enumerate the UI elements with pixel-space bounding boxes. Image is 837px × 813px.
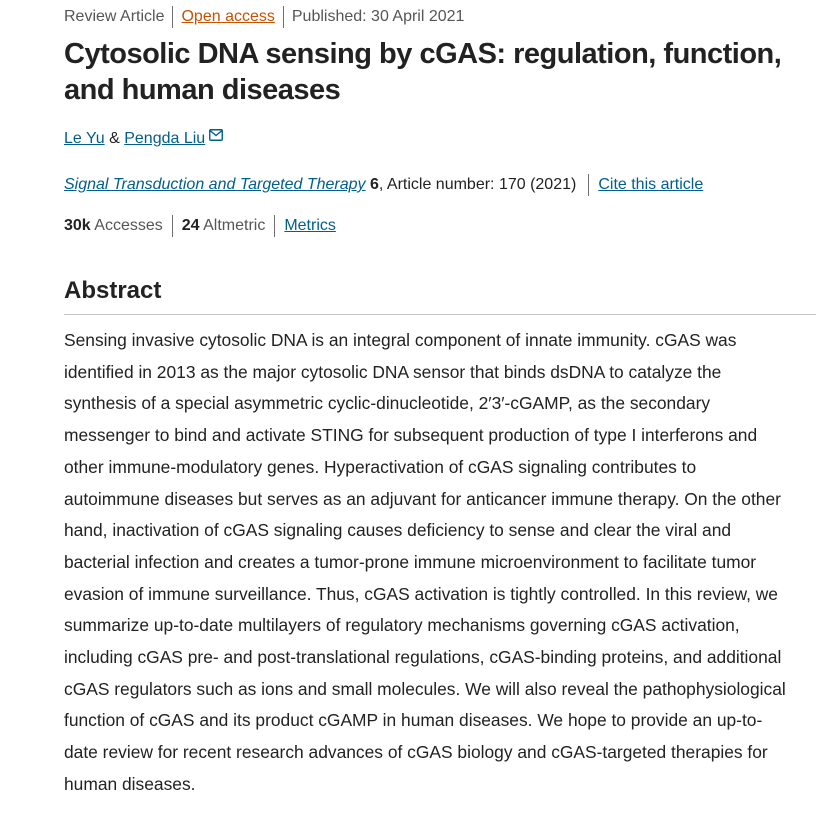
article-title: Cytosolic DNA sensing by cGAS: regulation, function, and human diseases: [64, 38, 782, 106]
published-date: Published: 30 April 2021: [291, 8, 465, 25]
author-link-pengda-liu[interactable]: Pengda Liu: [124, 130, 206, 147]
citation-line: [64, 174, 703, 196]
author-separator: &: [109, 130, 120, 147]
abstract-line: messenger to bind and activate STING for subsequent production of type I interferons and: [64, 425, 758, 446]
metrics-link[interactable]: Metrics: [284, 217, 336, 234]
abstract-line: evasion of immune surveillance. Thus, cGAS activation is tightly controlled. In this review, we: [64, 583, 778, 604]
abstract-line: bacterial infection and creates a tumor-prone immune microenvironment to facilitate tumor: [64, 551, 757, 572]
meta-separator: [283, 6, 284, 28]
abstract-line: synthesis of a special asymmetric cyclic-dinucleotide, 2′3′-cGAMP, as the secondary: [64, 393, 711, 414]
article-number: , Article number: 170 (2021): [378, 176, 577, 193]
accesses-count: 30k: [64, 217, 91, 234]
altmetric-label: Altmetric: [203, 217, 266, 234]
abstract-line: function of cGAS and its product cGAMP in human diseases. We hope to provide an up-to-: [64, 710, 763, 731]
author-link-le-yu[interactable]: Le Yu: [64, 130, 105, 147]
accesses-label: Accesses: [94, 217, 163, 234]
metrics-separator: [172, 215, 173, 237]
mail-icon[interactable]: [209, 129, 223, 141]
citation-separator: [588, 174, 589, 196]
abstract-line: summarize up-to-date multilayers of regulatory mechanisms governing cGAS activation,: [64, 615, 740, 636]
abstract-heading: Abstract: [64, 277, 162, 304]
abstract-line: including cGAS pre- and post-translational regulations, cGAS-binding proteins, and additional: [64, 647, 782, 668]
meta-separator: [172, 6, 173, 28]
abstract-line: Sensing invasive cytosolic DNA is an integral component of innate immunity. cGAS was: [64, 330, 737, 350]
abstract-line: cGAS regulators such as ions and small molecules. We will also reveal the pathophysiological: [64, 678, 786, 699]
section-divider: [64, 314, 816, 315]
abstract-line: autoimmune diseases but serves as an adjuvant for anticancer immune therapy. On the other: [64, 488, 781, 509]
journal-link[interactable]: Signal Transduction and Targeted Therapy: [64, 176, 366, 193]
metrics-bar: [64, 215, 336, 237]
abstract-line: human diseases.: [64, 773, 196, 794]
abstract-line: hand, inactivation of cGAS signaling causes deficiency to sense and clear the viral and: [64, 520, 732, 541]
cite-this-article-link[interactable]: Cite this article: [598, 176, 704, 193]
article-type: Review Article: [64, 8, 165, 25]
abstract-line: other immune-modulatory genes. Hyperactivation of cGAS signaling contributes to: [64, 456, 697, 477]
journal-volume: 6: [369, 176, 379, 193]
abstract-line: identified in 2013 as the major cytosolic DNA sensor that binds dsDNA to catalyze the: [64, 361, 722, 382]
metrics-separator: [274, 215, 275, 237]
open-access-link[interactable]: Open access: [181, 8, 275, 25]
article-meta: [64, 6, 464, 28]
abstract-text: [64, 325, 816, 801]
author-list: [64, 128, 223, 150]
altmetric-count: 24: [181, 217, 200, 234]
abstract-line: date review for recent research advances of cGAS biology and cGAS-targeted therapies for: [64, 742, 768, 763]
